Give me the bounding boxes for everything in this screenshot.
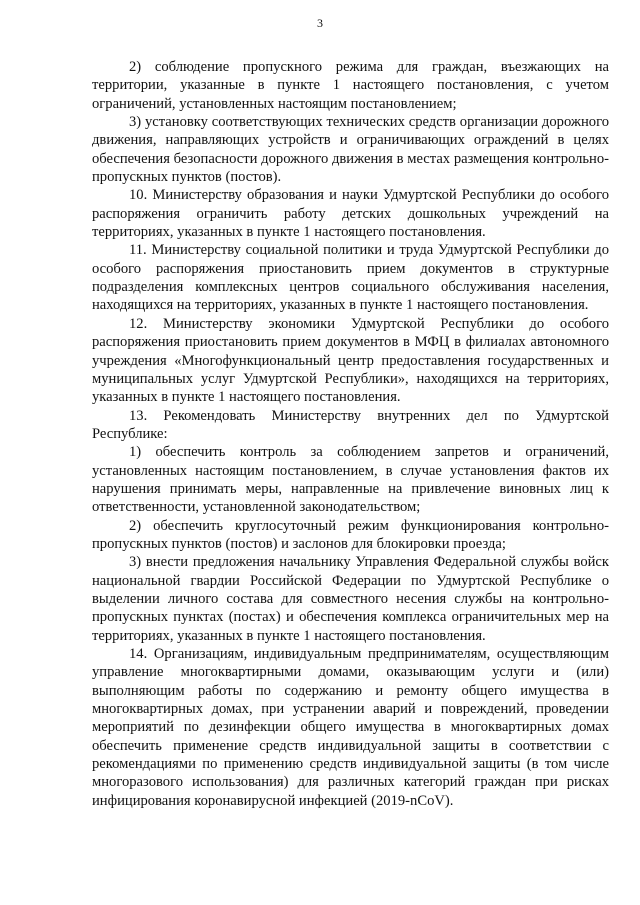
document-body [92,58,609,810]
paragraph-10-education-ministry: 10. Министерству образования и науки Удмуртской Республики до особого распоряжения ограничить работу детских дошкольных учреждений на территориях, указанных в пункте 1 настоящего постановления. [92,187,609,241]
paragraph-13-item-3-national-guard: 3) внести предложения начальнику Управления Федеральной службы войск национальной гвардии Российской Федерации по Удмуртской Республике о выделении личного состава для совместного несения службы на контрольно-пропускных пунктах (постах) и обеспечения комплекса ограничительных мер на территориях, указанных в пункте 1 настоящего постановления. [92,554,609,644]
paragraph-11-social-policy-ministry: 11. Министерству социальной политики и труда Удмуртской Республики до особого распоряжения приостановить прием документов в структурные подразделения комплексных центров социального обслуживания населения, находящихся на территориях, указанных в пункте 1 настоящего постановления. [92,242,609,314]
paragraph-item-2-pass-regime: 2) соблюдение пропускного режима для граждан, въезжающих на территории, указанные в пункте 1 настоящего постановления, с учетом ограничений, установленных настоящим постановлением; [92,59,609,112]
paragraph-item-3-traffic-devices: 3) установку соответствующих технических средств организации дорожного движения, направляющих устройств и ограничивающих ограждений в целях обеспечения безопасности дорожного движения в местах размещения контрольно-пропускных пунктов (постов). [92,114,609,186]
paragraph-12-economy-ministry: 12. Министерству экономики Удмуртской Республики до особого распоряжения приостановить прием документов в МФЦ в филиалах автономного учреждения «Многофункциональный центр предоставления государственных и муниципальных услуг Удмуртской Республики», находящихся на территориях, указанных в пункте 1 настоящего постановления. [92,315,609,406]
paragraph-13-interior-ministry: 13. Рекомендовать Министерству внутренних дел по Удмуртской Республике: [92,407,609,442]
paragraph-14-organizations: 14. Организациям, индивидуальным предпринимателям, осуществляющим управление многоквартирными домами, оказывающим услуги и (или) выполняющим работы по содержанию и ремонту общего имущества в многоквартирных домах, при устранении аварий и повреждений, проведении мероприятий по дезинфекции общего имущества в многоквартирных домах обеспечить применение средств индивидуальной защиты в соответствии с рекомендациями по применению средств индивидуальной защиты (в том числе многоразового использования) для различных категорий граждан при рисках инфицирования коронавирусной инфекцией (2019-nCoV). [92,646,609,809]
page-number: 3 [317,16,323,30]
paragraph-13-item-2-checkpoints: 2) обеспечить круглосуточный режим функционирования контрольно-пропускных пунктов (постов) и заслонов для блокировки проезда; [92,517,609,552]
paragraph-13-item-1-control: 1) обеспечить контроль за соблюдением запретов и ограничений, установленных настоящим постановлением, в случае установления фактов их нарушения принимать меры, направленные на привлечение виновных лиц к ответственности, установленной законодательством; [92,444,609,516]
